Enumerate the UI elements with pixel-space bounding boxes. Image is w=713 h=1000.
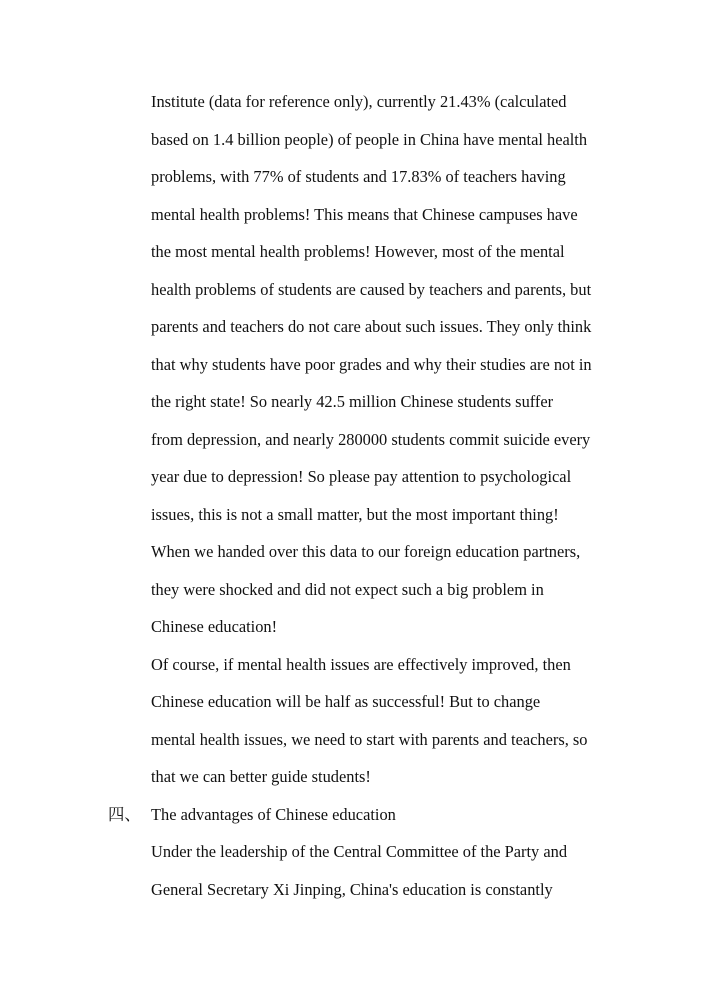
- body-text-line: problems, with 77% of students and 17.83% of teachers having: [151, 167, 566, 186]
- body-text-line: Institute (data for reference only), currently 21.43% (calculated: [151, 92, 567, 111]
- body-text-line: they were shocked and did not expect such a big problem in: [151, 580, 544, 599]
- body-text-line: based on 1.4 billion people) of people in China have mental health: [151, 130, 588, 149]
- body-text-line: Of course, if mental health issues are effectively improved, then: [151, 655, 571, 674]
- body-text-line: Chinese education!: [151, 617, 278, 636]
- section-heading: The advantages of Chinese education: [151, 805, 396, 824]
- body-text-line: that we can better guide students!: [151, 767, 371, 786]
- body-text-line: Chinese education will be half as successful! But to change: [151, 692, 541, 711]
- body-text-line: the most mental health problems! However, most of the mental: [151, 242, 565, 261]
- body-text-line: When we handed over this data to our foreign education partners,: [151, 542, 581, 561]
- body-text-line: that why students have poor grades and why their studies are not in: [151, 355, 592, 374]
- body-text-line: from depression, and nearly 280000 students commit suicide every: [151, 430, 591, 449]
- body-text-line: issues, this is not a small matter, but the most important thing!: [151, 505, 559, 524]
- body-text-line: Under the leadership of the Central Committee of the Party and: [151, 842, 568, 861]
- body-text-line: parents and teachers do not care about such issues. They only think: [151, 317, 592, 336]
- body-text-line: General Secretary Xi Jinping, China's education is constantly: [151, 880, 553, 899]
- section-number: 四、: [108, 805, 141, 824]
- body-text-line: the right state! So nearly 42.5 million Chinese students suffer: [151, 392, 554, 411]
- body-text-line: mental health problems! This means that Chinese campuses have: [151, 205, 578, 224]
- body-text-line: year due to depression! So please pay attention to psychological: [151, 467, 572, 486]
- body-text-line: health problems of students are caused by teachers and parents, but: [151, 280, 592, 299]
- body-text-line: mental health issues, we need to start with parents and teachers, so: [151, 730, 588, 749]
